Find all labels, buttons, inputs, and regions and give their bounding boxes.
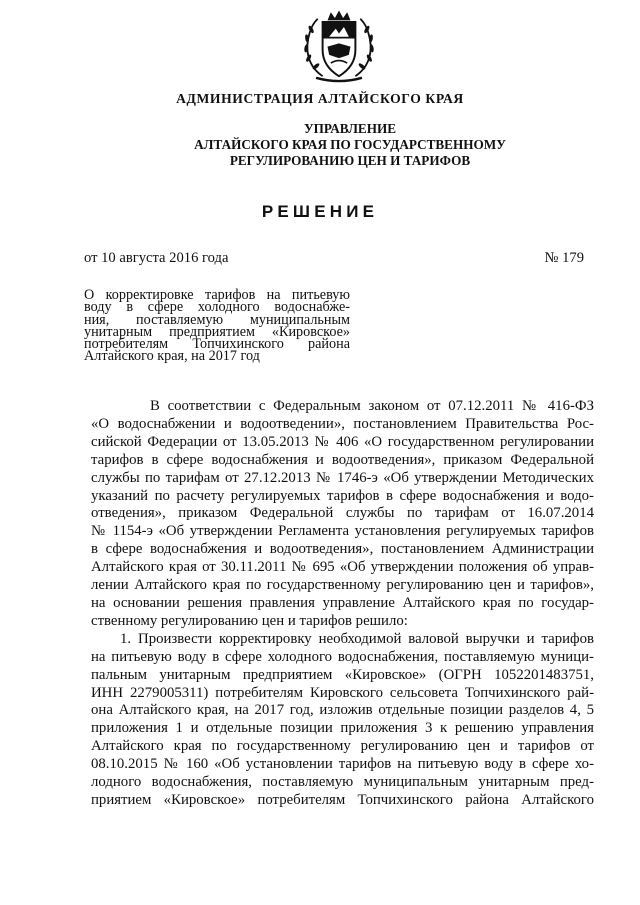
body-line: № 1154-э «Об утверждении Регламента установления регулируемых тарифов xyxy=(91,523,594,540)
body-line: указаний по расчету регулируемых тарифов в сфере водоснабжения и водо- xyxy=(91,487,594,504)
document-body xyxy=(91,398,594,810)
body-line: пальным унитарным предприятием «Кировское» (ОГРН 1052201483751, xyxy=(91,666,594,683)
administration-heading: АДМИНИСТРАЦИЯ АЛТАЙСКОГО КРАЯ xyxy=(176,91,464,106)
document-title: РЕШЕНИЕ xyxy=(261,202,379,221)
body-line: Алтайского края от 30.11.2011 № 695 «Об утверждении положения об управ- xyxy=(91,559,594,576)
body-line: 1. Произвести корректировку необходимой валовой выручки и тарифов xyxy=(120,630,594,647)
document-subject xyxy=(84,289,350,363)
body-line: тарифов в сфере водоснабжения и водоотведения», приказом Федеральной xyxy=(91,451,594,468)
body-line: на питьевую воду в сфере холодного водоснабжения, поставляемую муници- xyxy=(91,648,594,665)
department-line: УПРАВЛЕНИЕ xyxy=(303,121,397,136)
body-line: в сфере водоснабжения и водоотведения», постановлением Администрации xyxy=(91,541,594,558)
body-line: отведения», приказом Федеральной службы по тарифам от 16.07.2014 xyxy=(91,505,594,522)
body-line: ственному регулированию цен и тарифов решило: xyxy=(91,612,408,629)
body-line: В соответствии с Федеральным законом от 07.12.2011 № 416-ФЗ xyxy=(150,398,594,414)
coat-of-arms-icon xyxy=(298,4,380,86)
department-line: РЕГУЛИРОВАНИЮ ЦЕН И ТАРИФОВ xyxy=(229,153,471,169)
body-line: она Алтайского края, на 2017 год, изложив отдельные позиции разделов 4, 5 xyxy=(91,702,594,719)
department-heading xyxy=(30,121,640,170)
document-date: от 10 августа 2016 года xyxy=(84,250,229,266)
body-line: на основании решения правления управление Алтайского края по государ- xyxy=(91,594,594,611)
subject-line: ния, поставляемую муниципальным xyxy=(84,311,350,328)
subject-line: унитарным предприятием «Кировское» xyxy=(84,323,350,340)
document-number: № 179 xyxy=(544,250,584,266)
body-line: лодного водоснабжения, поставляемую муниципальным унитарным пред- xyxy=(91,774,594,791)
body-line: Алтайского края по государственному регулированию цен и тарифов от xyxy=(91,738,594,755)
subject-line: Алтайского края, на 2017 год xyxy=(84,348,260,365)
body-line: лении Алтайского края по государственному регулированию цен и тарифов», xyxy=(91,577,594,594)
body-line: ИНН 2279005311) потребителям Кировского сельсовета Топчихинского рай- xyxy=(91,684,594,701)
subject-line: воду в сфере холодного водоснабже- xyxy=(84,299,350,316)
body-line: службы по тарифам от 27.12.2013 № 1746-э «Об утверждении Методических xyxy=(91,469,594,486)
body-line: 08.10.2015 № 160 «Об установлении тарифов на питьевую воду в сфере хо- xyxy=(91,756,594,773)
subject-line: потребителям Топчихинского района xyxy=(84,336,350,353)
department-line: АЛТАЙСКОГО КРАЯ ПО ГОСУДАРСТВЕННОМУ xyxy=(194,137,506,153)
body-line: приложения 1 и отдельные позиции приложения 3 к решению управления xyxy=(91,720,594,737)
subject-line: О корректировке тарифов на питьевую xyxy=(84,287,350,303)
body-line: сийской Федерации от 13.05.2013 № 406 «О государственном регулировании xyxy=(91,433,594,450)
body-line: приятием «Кировское» потребителям Топчихинского района Алтайского xyxy=(91,791,594,808)
body-line: «О водоснабжении и водоотведении», постановлением Правительства Рос- xyxy=(91,415,594,432)
